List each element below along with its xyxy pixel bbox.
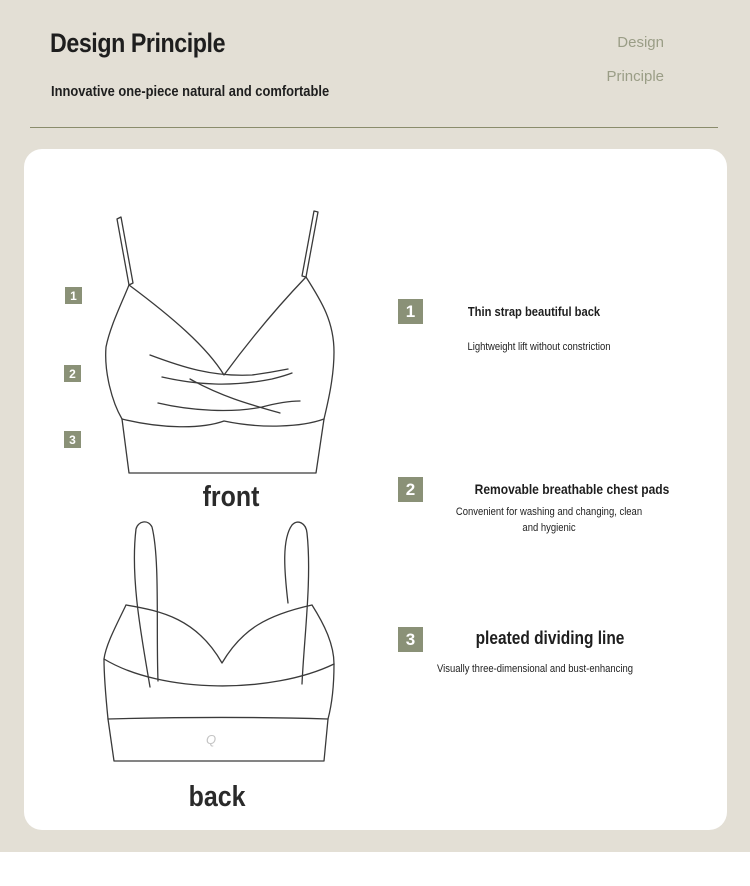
decorative-tag-design: Design [617, 34, 664, 51]
page-subtitle: Innovative one-piece natural and comfortable [51, 83, 330, 100]
back-left-strap [134, 522, 158, 687]
decorative-tag-principle: Principle [606, 68, 664, 85]
front-pleat [150, 355, 288, 375]
brand-logo: Q [206, 732, 217, 747]
diagram-marker-3: 3 [64, 431, 81, 448]
front-underbust-seam [122, 419, 324, 427]
feature-1-title: Thin strap beautiful back [467, 304, 601, 319]
diagram-marker-2: 2 [64, 365, 81, 382]
back-band [108, 719, 328, 761]
feature-2-description: Convenient for washing and changing, clean and hygienic [455, 506, 643, 534]
page-title: Design Principle [50, 28, 226, 58]
feature-3-title: pleated dividing line [475, 628, 625, 648]
front-left-side [106, 285, 129, 419]
header-divider [30, 127, 718, 128]
back-band-line [108, 718, 328, 720]
feature-1-description: Lightweight lift without constriction [467, 341, 611, 353]
feature-3-description: Visually three-dimensional and bust-enhancing [437, 663, 633, 675]
back-right-side [312, 605, 334, 719]
back-left-side [104, 605, 126, 719]
back-seam [104, 659, 334, 686]
front-view-drawing [102, 207, 342, 477]
front-band [122, 419, 324, 473]
diagram-marker-1: 1 [65, 287, 82, 304]
feature-2-title: Removable breathable chest pads [474, 481, 670, 497]
front-right-side [306, 277, 334, 419]
feature-1-badge: 1 [398, 299, 423, 324]
back-right-strap [285, 522, 309, 684]
feature-2-badge: 2 [398, 477, 423, 502]
front-pleat [158, 401, 300, 410]
bottom-strip [0, 852, 750, 886]
feature-3-badge: 3 [398, 627, 423, 652]
back-top-edge [126, 605, 312, 663]
front-right-strap [302, 211, 318, 277]
front-neckline [129, 277, 306, 375]
back-view-label: back [188, 781, 246, 813]
front-view-label: front [202, 481, 260, 513]
back-view-drawing [102, 519, 342, 769]
design-card [24, 149, 727, 830]
front-left-strap [117, 217, 133, 285]
